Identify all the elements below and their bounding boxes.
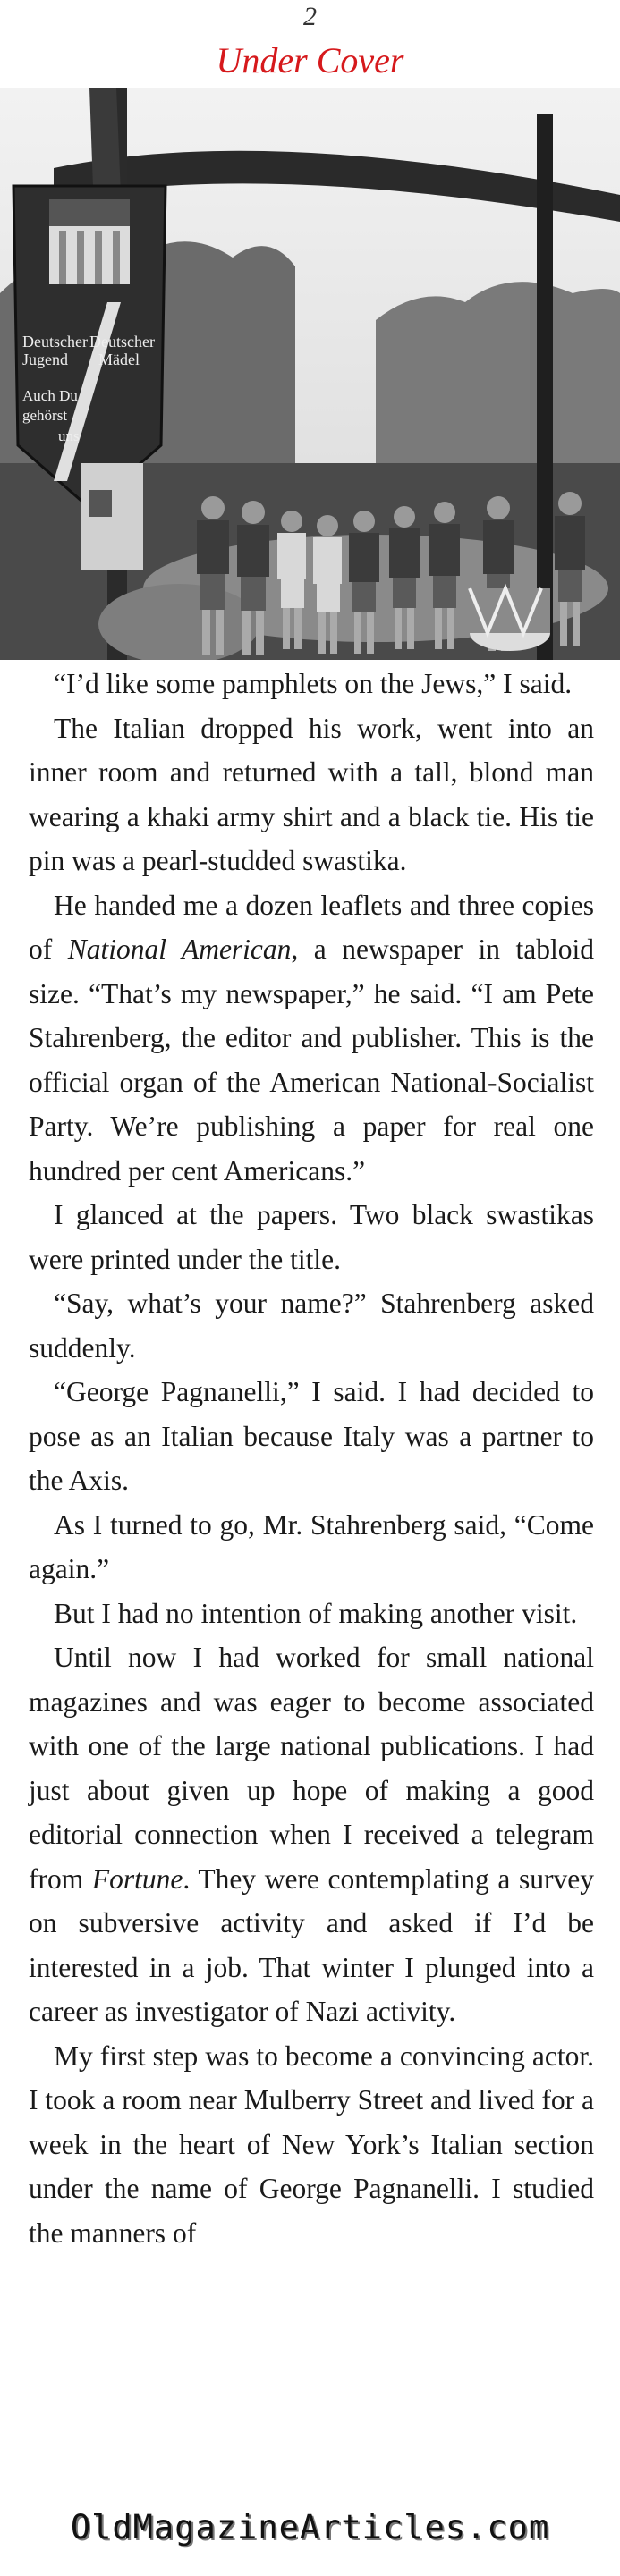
sign-text-3: Deutscher <box>89 333 155 351</box>
paragraph: But I had no intention of making another visit. <box>54 1597 578 1629</box>
sign-text-7: uns <box>58 427 80 444</box>
page-number: 2 <box>303 2 317 31</box>
paragraph-text: Until now I had worked for small national magazines and was eager to become associated with one of the large national publications. I had just about given up hope of making a good editorial connection when I received a telegram from <box>29 1642 594 1895</box>
sign-text-5: Auch Du <box>22 387 78 404</box>
paragraph <box>29 883 594 1194</box>
magazine-title: Fortune <box>91 1862 183 1895</box>
paragraph-text: , a newspaper in tabloid size. “That’s my newspaper,” he said. “I am Pete Stahrenberg, the editor and publisher. This is the official organ of the American National-Socialist Party. We’re publishing a paper for real one hundred per cent Americans.” <box>29 933 594 1187</box>
paragraph: “I’d like some pamphlets on the Jews,” I said. <box>54 668 573 699</box>
paragraph: I glanced at the papers. Two black swastikas were printed under the title. <box>29 1199 594 1275</box>
paragraph <box>29 1635 594 2034</box>
paragraph: “Say, what’s your name?” Stahrenberg asked suddenly. <box>29 1288 594 1364</box>
paragraph: As I turned to go, Mr. Stahrenberg said, “Come again.” <box>29 1508 594 1584</box>
paragraph: “George Pagnanelli,” I said. I had decided to pose as an Italian because Italy was a partner to the Axis. <box>29 1376 594 1496</box>
article-photo <box>0 88 620 660</box>
sign-text-4: Mädel <box>98 351 140 368</box>
newspaper-title: National American <box>67 933 292 965</box>
paragraph-text: He handed me a dozen leaflets and three copies of <box>29 889 594 965</box>
article-body <box>29 662 594 2255</box>
sign-text-1: Deutscher <box>22 333 88 351</box>
running-title: Under Cover <box>216 40 404 80</box>
site-footer: OldMagazineArticles.com <box>70 2508 550 2546</box>
paragraph: My first step was to become a convincing actor. I took a room near Mulberry Street and lived for a week in the heart of New York’s Italian section under the name of George Pagnanelli. I studied the manners of <box>29 2040 594 2249</box>
sign-text-2: Jugend <box>22 351 68 368</box>
paragraph: The Italian dropped his work, went into an inner room and returned with a tall, blond man wearing a khaki army shirt and a black tie. His tie pin was a pearl-studded swastika. <box>29 712 594 876</box>
sign-text-6: gehörst <box>22 407 68 424</box>
paragraph-text: . They were contemplating a survey on subversive activity and asked if I’d be interested in a job. That winter I plunged into a career as investigator of Nazi activity. <box>29 1862 594 2027</box>
